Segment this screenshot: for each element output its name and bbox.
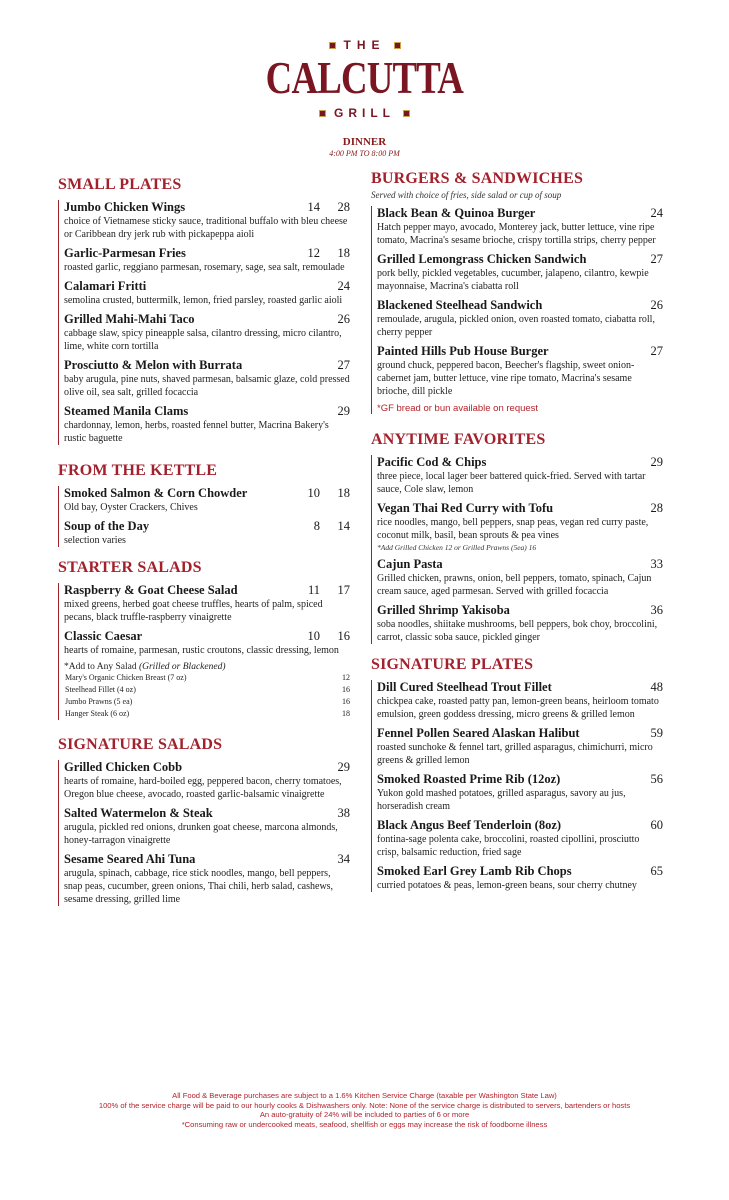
section-title: SIGNATURE PLATES bbox=[371, 656, 534, 673]
menu-item-name: Grilled Mahi-Mahi Taco bbox=[64, 312, 195, 326]
menu-item-price-small: 10 bbox=[307, 486, 320, 500]
menu-item-name: Grilled Shrimp Yakisoba bbox=[377, 603, 510, 617]
menu-item-header bbox=[377, 680, 663, 695]
menu-item bbox=[64, 519, 350, 547]
section-kettle bbox=[58, 462, 350, 547]
menu-item-name: Steamed Manila Clams bbox=[64, 404, 189, 418]
menu-item-header bbox=[377, 726, 663, 741]
menu-item-price: 48 bbox=[650, 680, 663, 694]
section-title: ANYTIME FAVORITES bbox=[371, 431, 546, 448]
section-burgers bbox=[371, 170, 663, 414]
menu-item-description: hearts of romaine, hard-boiled egg, peppered bacon, cherry tomatoes, Oregon blue cheese, avocado, roasted garlic-balsamic vinaigrette bbox=[64, 776, 342, 800]
menu-item-description: arugula, spinach, cabbage, rice stick noodles, mango, bell peppers, snap peas, cucumber, green onions, Thai chili, herb salad, cashews, sesame dressing, grilled lime bbox=[64, 868, 334, 905]
section-items bbox=[371, 455, 663, 644]
menu-item-description: Hatch pepper mayo, avocado, Monterey jack, butter lettuce, vine ripe tomato, Macrina's sesame brioche, crispy tortilla strips, cherry pepper bbox=[377, 222, 656, 246]
menu-item bbox=[64, 486, 350, 514]
menu-item-price: 18 bbox=[337, 486, 350, 500]
menu-item-price: 14 bbox=[337, 519, 350, 533]
menu-item-name: Jumbo Chicken Wings bbox=[64, 200, 186, 214]
menu-item-name: Black Angus Beef Tenderloin (8oz) bbox=[377, 818, 562, 832]
logo-square-icon bbox=[329, 42, 336, 49]
menu-item-description: arugula, pickled red onions, drunken goat cheese, marcona almonds, honey-tarragon vinaigrette bbox=[64, 822, 338, 846]
menu-item-header bbox=[64, 852, 350, 867]
section-signature-salads bbox=[58, 736, 350, 906]
menu-item-price: 65 bbox=[650, 864, 663, 878]
menu-item bbox=[64, 404, 350, 445]
right-column bbox=[371, 170, 663, 897]
section-starter-salads bbox=[58, 559, 350, 720]
meal-header bbox=[0, 136, 729, 158]
section-title: SIGNATURE SALADS bbox=[58, 736, 223, 753]
logo-name: CALCUTTA bbox=[265, 52, 464, 103]
menu-item-price: 33 bbox=[650, 557, 663, 571]
menu-item-price: 34 bbox=[337, 852, 350, 866]
menu-item-name: Classic Caesar bbox=[64, 629, 143, 643]
menu-item bbox=[64, 806, 350, 847]
menu-item bbox=[377, 864, 663, 892]
menu-item-header bbox=[377, 864, 663, 879]
menu-item-description: soba noodles, shiitake mushrooms, bell peppers, bok choy, broccolini, carrot, classic soba sauce, pickled ginger bbox=[377, 619, 658, 643]
menu-item-name: Vegan Thai Red Curry with Tofu bbox=[377, 501, 554, 515]
menu-item bbox=[64, 312, 350, 353]
menu-item bbox=[377, 206, 663, 247]
menu-item-name: Raspberry & Goat Cheese Salad bbox=[64, 583, 238, 597]
menu-item-name: Garlic-Parmesan Fries bbox=[64, 246, 186, 260]
menu-item bbox=[377, 455, 663, 496]
section-small-plates bbox=[58, 176, 350, 445]
menu-item bbox=[64, 629, 350, 657]
menu-item-name: Salted Watermelon & Steak bbox=[64, 806, 213, 820]
menu-item-price-small: 12 bbox=[307, 246, 320, 260]
addon-list bbox=[64, 672, 350, 720]
menu-item-header bbox=[64, 629, 350, 644]
menu-item bbox=[377, 772, 663, 813]
menu-item-header bbox=[64, 200, 350, 215]
menu-item-price-small: 11 bbox=[307, 583, 320, 597]
section-items bbox=[58, 760, 350, 906]
menu-item bbox=[377, 557, 663, 598]
section-title: STARTER SALADS bbox=[58, 559, 202, 576]
menu-item-description: three piece, local lager beer battered quick-fried. Served with tartar sauce, Cole slaw, lemon bbox=[377, 471, 646, 495]
menu-item-price: 26 bbox=[650, 298, 663, 312]
menu-item bbox=[377, 603, 663, 644]
menu-item-price: 27 bbox=[650, 252, 663, 266]
menu-item-price: 26 bbox=[337, 312, 350, 326]
menu-item-header bbox=[377, 501, 663, 516]
menu-item bbox=[377, 501, 663, 552]
footer-line: *Consuming raw or undercooked meats, seafood, shellfish or eggs may increase the risk of foodborne illness bbox=[181, 1119, 548, 1129]
logo-grill: GRILL bbox=[334, 106, 395, 120]
menu-item bbox=[377, 818, 663, 859]
menu-item-description: roasted garlic, reggiano parmesan, rosemary, sage, sea salt, remoulade bbox=[64, 262, 345, 273]
menu-item bbox=[64, 279, 350, 307]
menu-item-name: Smoked Salmon & Corn Chowder bbox=[64, 486, 248, 500]
menu-item-name: Black Bean & Quinoa Burger bbox=[377, 206, 536, 220]
section-note: Served with choice of fries, side salad or cup of soup bbox=[371, 190, 562, 200]
menu-item-description: pork belly, pickled vegetables, cucumber, jalapeno, cilantro, kewpie mayonnaise, Macrina's ciabatta roll bbox=[377, 268, 649, 292]
menu-item-price: 59 bbox=[650, 726, 663, 740]
section-title: FROM THE KETTLE bbox=[58, 462, 218, 479]
menu-item bbox=[64, 852, 350, 906]
menu-item-description: chickpea cake, roasted patty pan, lemon-green beans, heirloom tomato emulsion, green goddess dressing, micro greens & grilled lemon bbox=[377, 696, 659, 720]
section-title: SMALL PLATES bbox=[58, 176, 182, 193]
menu-item-description: cabbage slaw, spicy pineapple salsa, cilantro dressing, micro cilantro, lime, white corn tortilla bbox=[64, 328, 342, 352]
footer-line: 100% of the service charge will be paid to our hourly cooks & Dishwashers only. Note: None of the service charge is distributed to servers, bartenders or hosts bbox=[98, 1100, 631, 1110]
menu-item-name: Smoked Roasted Prime Rib (12oz) bbox=[377, 772, 561, 786]
meal-hours: 4:00 PM TO 8:00 PM bbox=[329, 149, 400, 158]
addon-item bbox=[65, 672, 350, 684]
menu-item-price: 17 bbox=[337, 583, 350, 597]
menu-item-price: 18 bbox=[337, 246, 350, 260]
menu-item-name: Dill Cured Steelhead Trout Fillet bbox=[377, 680, 552, 694]
menu-item-addon-note: *Add Grilled Chicken 12 or Grilled Prawns (5ea) 16 bbox=[377, 543, 537, 552]
menu-item-description: rice noodles, mango, bell peppers, snap peas, vegan red curry paste, coconut milk, basil, bean sprouts & pea vines bbox=[377, 517, 649, 541]
menu-item-description: ground chuck, peppered bacon, Beecher's flagship, sweet onion-cabernet jam, butter lettuce, vine ripe tomato, Macrina's sesame brioche, dill pickle bbox=[377, 360, 635, 397]
logo-square-icon bbox=[403, 110, 410, 117]
menu-item-header bbox=[377, 344, 663, 359]
addon-item bbox=[65, 708, 350, 720]
menu-item-header bbox=[377, 772, 663, 787]
menu-item-header bbox=[377, 252, 663, 267]
footer-notes bbox=[0, 1091, 729, 1129]
menu-item-description: chardonnay, lemon, herbs, roasted fennel butter, Macrina Bakery's rustic baguette bbox=[64, 420, 329, 444]
menu-item-name: Cajun Pasta bbox=[377, 557, 443, 571]
footer-line: An auto-gratuity of 24% will be included to parties of 6 or more bbox=[259, 1110, 470, 1119]
addon-name: Mary's Organic Chicken Breast (7 oz) bbox=[65, 673, 187, 682]
menu-item-price: 36 bbox=[650, 603, 663, 617]
logo-the: THE bbox=[343, 38, 386, 52]
menu-item-header bbox=[64, 279, 350, 294]
menu-item-description: Yukon gold mashed potatoes, grilled asparagus, savory au jus, horseradish cream bbox=[377, 788, 626, 812]
addon-name: Jumbo Prawns (5 ea) bbox=[65, 697, 133, 706]
menu-item-name: Painted Hills Pub House Burger bbox=[377, 344, 549, 358]
addon-name: Steelhead Fillet (4 oz) bbox=[65, 685, 136, 694]
menu-item-description: fontina-sage polenta cake, broccolini, roasted cipollini, prosciutto crisp, balsamic reduction, fried sage bbox=[377, 834, 640, 858]
addon-name: Hanger Steak (6 oz) bbox=[65, 709, 130, 718]
logo-square-icon bbox=[319, 110, 326, 117]
addon-heading: *Add to Any Salad (Grilled or Blackened) bbox=[64, 662, 226, 672]
menu-item-description: semolina crusted, buttermilk, lemon, fried parsley, roasted garlic aioli bbox=[64, 295, 343, 306]
menu-item-header bbox=[64, 806, 350, 821]
menu-item-price-small: 14 bbox=[307, 200, 320, 214]
menu-item-description: selection varies bbox=[64, 535, 126, 546]
addon-price: 18 bbox=[342, 709, 350, 718]
menu-item-header bbox=[377, 818, 663, 833]
menu-item bbox=[377, 298, 663, 339]
menu-item-name: Calamari Fritti bbox=[64, 279, 147, 293]
menu-item-header bbox=[377, 455, 663, 470]
section-items bbox=[371, 206, 663, 414]
logo-square-icon bbox=[394, 42, 401, 49]
menu-item-price: 27 bbox=[337, 358, 350, 372]
menu-item-name: Blackened Steelhead Sandwich bbox=[377, 298, 543, 312]
addon-item bbox=[65, 684, 350, 696]
menu-item bbox=[64, 246, 350, 274]
menu-item-description: remoulade, arugula, pickled onion, oven roasted tomato, ciabatta roll, cherry pepper bbox=[377, 314, 655, 338]
section-items bbox=[371, 680, 663, 892]
menu-item-description: hearts of romaine, parmesan, rustic croutons, classic dressing, lemon bbox=[64, 645, 339, 656]
menu-item-header bbox=[377, 557, 663, 572]
menu-item-description: baby arugula, pine nuts, shaved parmesan, balsamic glaze, cold pressed olive oil, sea salt, grilled focaccia bbox=[64, 374, 350, 398]
menu-item-price: 28 bbox=[650, 501, 663, 515]
menu-item-description: Old bay, Oyster Crackers, Chives bbox=[64, 502, 198, 513]
addon-item bbox=[65, 696, 350, 708]
menu-item-price: 29 bbox=[337, 760, 350, 774]
menu-item-price: 24 bbox=[337, 279, 350, 293]
left-column bbox=[58, 176, 350, 911]
section-signature-plates bbox=[371, 656, 663, 892]
menu-item-price: 27 bbox=[650, 344, 663, 358]
menu-item-header bbox=[377, 206, 663, 221]
menu-item-header bbox=[64, 246, 350, 261]
menu-item bbox=[64, 358, 350, 399]
menu-item-price: 24 bbox=[650, 206, 663, 220]
menu-item-price-small: 8 bbox=[313, 519, 320, 533]
menu-item-description: Grilled chicken, prawns, onion, bell peppers, tomato, spinach, Cajun cream sauce, aged parmesan. Served with grilled focaccia bbox=[377, 573, 652, 597]
menu-item-header bbox=[377, 603, 663, 618]
restaurant-logo bbox=[0, 38, 729, 120]
addon-price: 16 bbox=[342, 685, 350, 694]
section-items bbox=[58, 200, 350, 445]
addon-price: 12 bbox=[342, 673, 350, 682]
menu-item-price: 16 bbox=[337, 629, 350, 643]
menu-item-name: Smoked Earl Grey Lamb Rib Chops bbox=[377, 864, 572, 878]
menu-item-header bbox=[64, 486, 350, 501]
menu-item bbox=[377, 344, 663, 398]
menu-item-header bbox=[64, 312, 350, 327]
gf-note: *GF bread or bun available on request bbox=[377, 403, 539, 414]
section-items bbox=[58, 583, 350, 720]
menu-item-header bbox=[64, 519, 350, 534]
footer-line: All Food & Beverage purchases are subject to a 1.6% Kitchen Service Charge (taxable per Washington State Law) bbox=[172, 1091, 557, 1100]
menu-item-name: Pacific Cod & Chips bbox=[377, 455, 487, 469]
menu-item-price: 60 bbox=[650, 818, 663, 832]
menu-item bbox=[377, 680, 663, 721]
menu-item-name: Fennel Pollen Seared Alaskan Halibut bbox=[377, 726, 580, 740]
menu-item-description: roasted sunchoke & fennel tart, grilled asparagus, chimichurri, micro greens & grilled lemon bbox=[377, 742, 653, 766]
menu-item-description: choice of Vietnamese sticky sauce, traditional buffalo with bleu cheese or Caribbean dry jerk rub with pickapeppa aioli bbox=[64, 216, 348, 240]
menu-item bbox=[64, 583, 350, 624]
menu-item-name: Soup of the Day bbox=[64, 519, 150, 533]
menu-item-header bbox=[64, 358, 350, 373]
menu-item-name: Grilled Lemongrass Chicken Sandwich bbox=[377, 252, 587, 266]
menu-item bbox=[64, 760, 350, 801]
menu-item-description: curried potatoes & peas, lemon-green beans, sour cherry chutney bbox=[377, 880, 637, 891]
section-items bbox=[58, 486, 350, 547]
menu-item-header bbox=[64, 760, 350, 775]
menu-item-price-small: 10 bbox=[307, 629, 320, 643]
menu-item-price: 56 bbox=[650, 772, 663, 786]
menu-item-name: Prosciutto & Melon with Burrata bbox=[64, 358, 243, 372]
menu-item-price: 28 bbox=[337, 200, 350, 214]
addon-price: 16 bbox=[342, 697, 350, 706]
menu-item-header bbox=[64, 404, 350, 419]
meal-title: DINNER bbox=[342, 136, 387, 148]
menu-item bbox=[64, 200, 350, 241]
menu-item-price: 29 bbox=[337, 404, 350, 418]
menu-item bbox=[377, 726, 663, 767]
menu-item-price: 38 bbox=[337, 806, 350, 820]
menu-item bbox=[377, 252, 663, 293]
menu-item-price: 29 bbox=[650, 455, 663, 469]
menu-item-name: Sesame Seared Ahi Tuna bbox=[64, 852, 196, 866]
menu-item-name: Grilled Chicken Cobb bbox=[64, 760, 183, 774]
section-title: BURGERS & SANDWICHES bbox=[371, 170, 584, 187]
menu-item-description: mixed greens, herbed goat cheese truffles, hearts of palm, spiced pecans, black truffle-raspberry vinaigrette bbox=[64, 599, 323, 623]
section-anytime bbox=[371, 431, 663, 644]
menu-item-header bbox=[377, 298, 663, 313]
menu-item-header bbox=[64, 583, 350, 598]
